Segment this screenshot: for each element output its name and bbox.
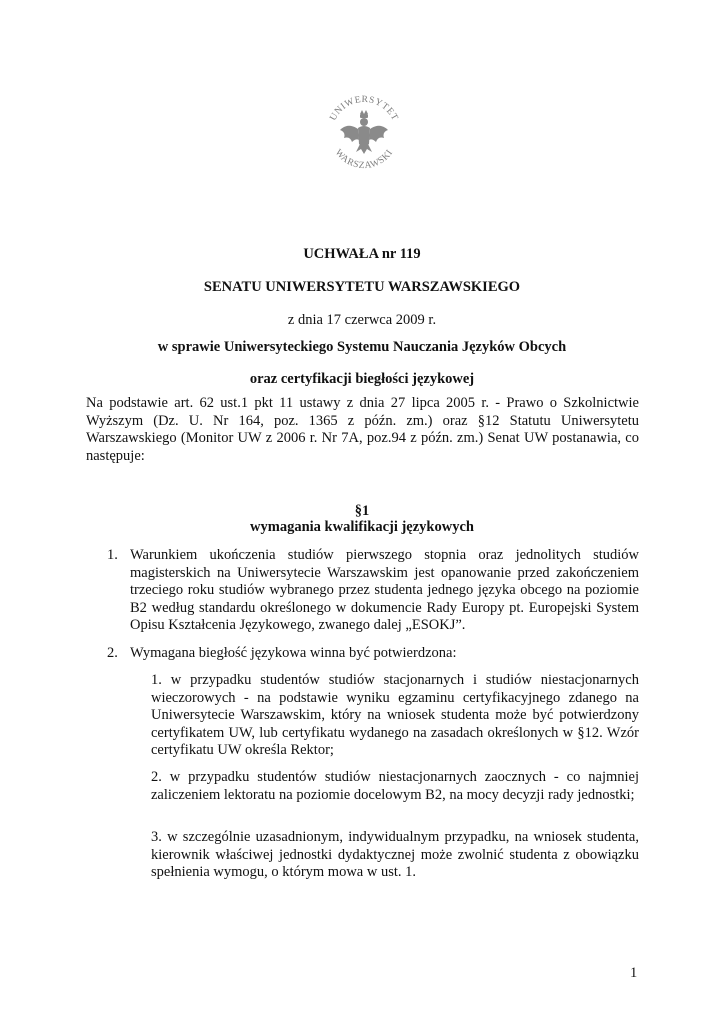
list-item-number: 1. [107, 547, 118, 563]
sub-item-3: 3. w szczególnie uzasadnionym, indywidualnym przypadku, na wniosek studenta, kierownik właściwej jednostki dydaktycznej może zwolnić studenta z obowiązku spełnienia wymogu, o którym mowa w ust. 1. [151, 829, 639, 880]
senate-title: SENATU UNIWERSYTETU WARSZAWSKIEGO [203, 279, 521, 295]
list-item-text: Wymagana biegłość językowa winna być potwierdzona: [130, 645, 457, 661]
university-seal-logo [318, 84, 410, 176]
page-number: 1 [630, 965, 638, 981]
list-item-text: Warunkiem ukończenia studiów pierwszego stopnia oraz jednolitych studiów magisterskich na Uniwersytecie Warszawskim jest opanowanie przed zakończeniem trzeciego roku studiów wybranego przez studenta jednego języka obcego na poziomie B2 według standardu określonego w dokumencie Rady Europy pt. Europejski System Opisu Kształcenia Językowego, zwanego dalej „ESOKJ”. [130, 547, 639, 633]
resolution-date: z dnia 17 czerwca 2009 r. [287, 312, 437, 328]
section-number: §1 [354, 503, 370, 519]
eagle-icon [340, 110, 388, 154]
preamble-paragraph: Na podstawie art. 62 ust.1 pkt 11 ustawy z dnia 27 lipca 2005 r. - Prawo o Szkolnictwie Wyższym (Dz. U. Nr 164, poz. 1365 z późn. zm.) oraz §12 Statutu Uniwersytetu Warszawskiego (Monitor UW z 2006 r. Nr 7A, poz.94 z późn. zm.) Senat UW postanawia, co następuje: [86, 395, 639, 464]
section-title: wymagania kwalifikacji językowych [250, 519, 474, 535]
list-item-number: 2. [107, 645, 118, 661]
subject-line-1: w sprawie Uniwersyteckiego Systemu Nauczania Języków Obcych [157, 339, 567, 355]
seal-text-top: UNIWERSYTET [328, 94, 400, 123]
resolution-title: UCHWAŁA nr 119 [303, 246, 421, 262]
subject-line-2: oraz certyfikacji biegłości językowej [249, 371, 475, 387]
sub-item-1: 1. w przypadku studentów studiów stacjonarnych i studiów niestacjonarnych wieczorowych - na podstawie wyniku egzaminu certyfikacyjnego zdanego na Uniwersytecie Warszawskim, który na wniosek studenta może być potwierdzony certyfikatem UW, lub certyfikatu wydanego na zasadach określonych w §12. Wzór certyfikatu UW określa Rektor; [151, 672, 639, 758]
seal-text-bottom: WARSZAWSKI [332, 147, 396, 172]
sub-item-2: 2. w przypadku studentów studiów niestacjonarnych zaocznych - co najmniej zaliczeniem lektoratu na poziomie docelowym B2, na mocy decyzji rady jednostki; [151, 769, 639, 803]
